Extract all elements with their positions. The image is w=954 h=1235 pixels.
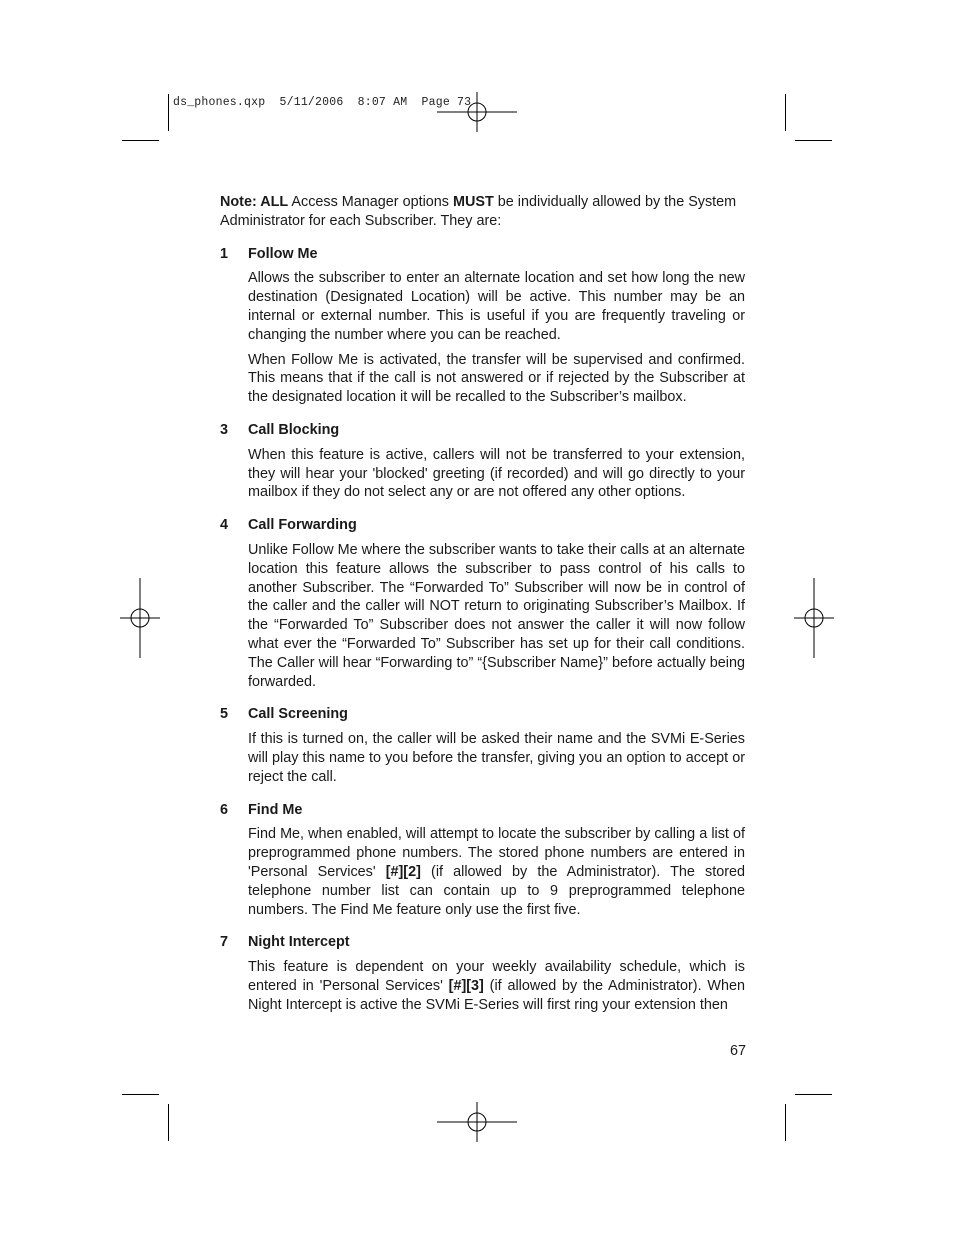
item-number: 5 — [220, 706, 229, 723]
intro-text-a: Access Manager options — [288, 194, 454, 210]
registration-mark-top-icon — [437, 92, 517, 132]
item-heading — [220, 933, 745, 952]
item-call-screening — [220, 705, 745, 786]
intro-note — [220, 193, 745, 231]
item-find-me — [220, 801, 745, 920]
registration-mark-bottom-icon — [437, 1102, 517, 1142]
item-paragraph — [248, 958, 745, 1014]
item-heading — [220, 516, 745, 535]
item-paragraph: If this is turned on, the caller will be asked their name and the SVMi E-Series will play this name to you before the transfer, giving you an option to accept or reject the call. — [248, 731, 745, 785]
paragraph-text: (if allowed by the Administrator). When Night Intercept is active the SVMi E-Series will first ring your extension then — [248, 977, 745, 1013]
crop-mark-bottom-left-horizontal — [122, 1094, 159, 1095]
item-title: Call Forwarding — [248, 517, 357, 534]
paragraph-text: This feature is dependent on your weekly availability schedule, which is entered in 'Personal Services' — [248, 959, 745, 994]
crop-mark-top-right-horizontal — [795, 140, 832, 141]
registration-mark-right-icon — [794, 578, 834, 658]
key-sequence: [#][3] — [448, 977, 484, 994]
item-paragraph: When Follow Me is activated, the transfer will be supervised and confirmed. This means that if the call is not answered or if rejected by the Subscriber at the designated location it will be recalled to the Subscriber’s mailbox. — [248, 351, 745, 406]
item-heading — [220, 705, 745, 724]
page-number: 67 — [729, 1043, 746, 1059]
item-heading — [220, 801, 745, 820]
item-heading — [220, 421, 745, 440]
note-label: Note: ALL — [220, 194, 289, 210]
item-title: Call Screening — [248, 706, 348, 723]
item-body — [248, 825, 745, 919]
item-title: Follow Me — [248, 245, 318, 262]
crop-mark-top-left-vertical — [168, 94, 169, 131]
item-paragraph: Allows the subscriber to enter an alternate location and set how long the new destination (Designated Location) will be active. This number may be an internal or external number. This is useful if you are frequently traveling or changing the number where you can be reached. — [248, 270, 745, 343]
crop-mark-bottom-right-vertical — [785, 1104, 786, 1141]
item-number: 3 — [220, 421, 229, 438]
paragraph-text: Find Me, when enabled, will attempt to locate the subscriber by calling a list of preprogrammed phone numbers. The stored phone numbers are entered in 'Personal Services' — [248, 826, 745, 880]
item-follow-me — [220, 245, 745, 407]
item-number: 4 — [220, 517, 229, 534]
item-number: 7 — [220, 934, 229, 951]
item-body — [248, 730, 745, 786]
crop-mark-bottom-right-horizontal — [795, 1094, 832, 1095]
item-number: 6 — [220, 801, 229, 818]
crop-mark-bottom-left-vertical — [168, 1104, 169, 1141]
item-paragraph — [248, 825, 745, 919]
print-slug-line: ds_phones.qxp 5/11/2006 8:07 AM Page 73 — [173, 96, 472, 109]
item-number: 1 — [220, 245, 229, 262]
item-call-blocking — [220, 421, 745, 502]
item-call-forwarding — [220, 516, 745, 691]
page-content — [220, 193, 745, 1028]
key-sequence: [#][2] — [385, 863, 421, 880]
registration-mark-left-icon — [120, 578, 160, 658]
item-title: Call Blocking — [248, 421, 340, 438]
item-body — [248, 446, 745, 502]
item-title: Find Me — [248, 801, 303, 818]
item-body — [248, 541, 745, 691]
item-night-intercept — [220, 933, 745, 1014]
paragraph-text: (if allowed by the Administrator). The stored telephone number list can contain up to 9 preprogrammed telephone numbers. The Find Me feature only use the first five. — [248, 863, 746, 918]
item-paragraph: Unlike Follow Me where the subscriber wants to take their calls at an alternate location this feature allows the subscriber to pass control of his calls to another Subscriber. The “Forwarded To” Subscriber will now be in control of the caller and the caller will NOT return to originating Subscriber’s Mailbox. If the “Forwarded To” Subscriber does not answer the caller it will now follow what ever the “Forwarded To” Subscriber has set up for their call conditions. The Caller will hear “Forwarding to” “{Subscriber Name}” before actually being forwarded. — [248, 541, 745, 690]
item-heading — [220, 245, 745, 264]
intro-text-b: be individually allowed by the System Administrator for each Subscriber. They are: — [220, 194, 737, 229]
crop-mark-top-right-vertical — [785, 94, 786, 131]
must-label: MUST — [453, 194, 494, 210]
item-body — [248, 958, 745, 1014]
item-paragraph: When this feature is active, callers will not be transferred to your extension, they will hear your 'blocked' greeting (if recorded) and will go directly to your mailbox if they do not select any or are not offered any other options. — [248, 446, 745, 501]
item-body — [248, 269, 745, 407]
item-title: Night Intercept — [248, 934, 350, 951]
crop-mark-top-left-horizontal — [122, 140, 159, 141]
